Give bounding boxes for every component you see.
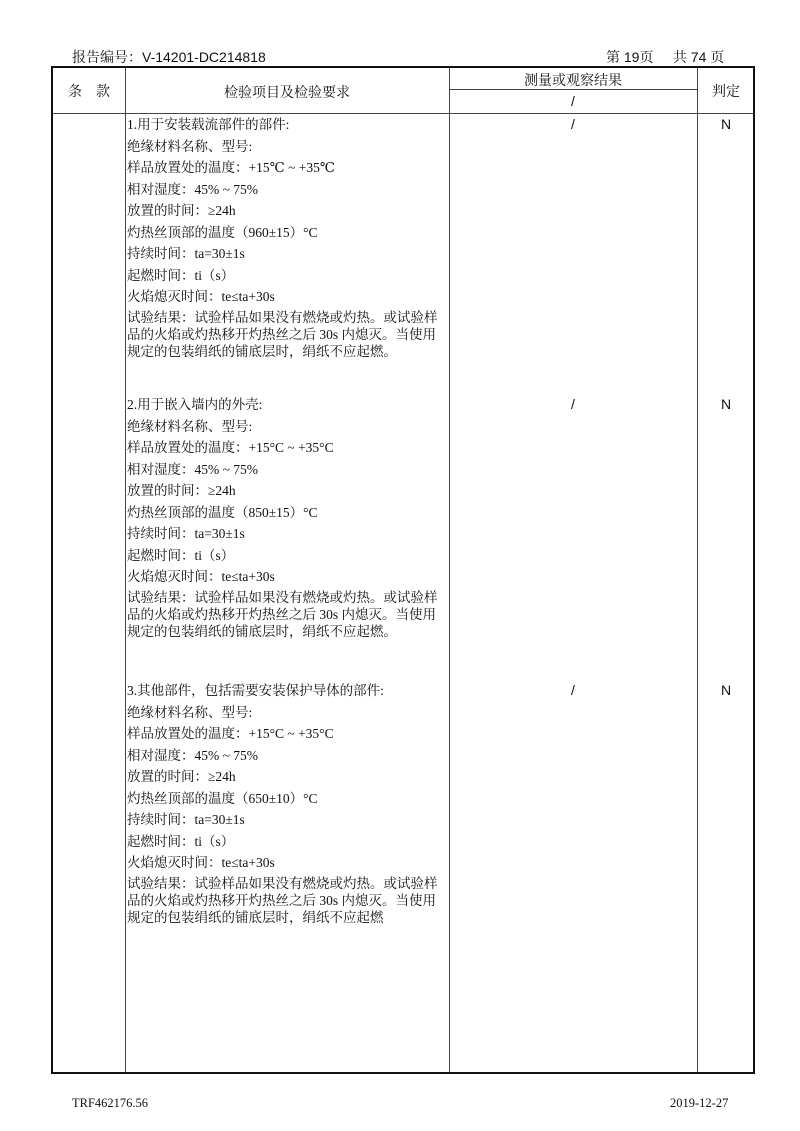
block-line: 样品放置处的温度：+15°C ~ +35°C bbox=[127, 440, 334, 455]
block-line: 持续时间：ta=30±1s bbox=[127, 812, 245, 827]
column-divider bbox=[449, 68, 450, 1072]
block-result-text: 试验结果：试验样品如果没有燃烧或灼热。或试验样品的火焰或灼热移开灼热丝之后 30s 内熄灭。当使用规定的包装绢纸的铺底层时，绢纸不应起燃。 bbox=[127, 589, 438, 639]
block-line: 火焰熄灭时间：te≤ta+30s bbox=[127, 289, 275, 304]
block-line: 起燃时间：ti（s） bbox=[127, 547, 235, 563]
measurement-value: / bbox=[571, 682, 575, 698]
block-title: 1.用于安装载流部件的部件: bbox=[127, 117, 290, 132]
inspection-table bbox=[51, 66, 755, 1074]
block-result-text: 试验结果：试验样品如果没有燃烧或灼热。或试验样品的火焰或灼热移开灼热丝之后 30s 内熄灭。当使用规定的包装绢纸的铺底层时，绢纸不应起燃。 bbox=[127, 309, 438, 359]
block-line: 相对湿度：45% ~ 75% bbox=[127, 461, 259, 477]
block-line: 放置的时间：≥24h bbox=[127, 483, 236, 498]
block-line: 样品放置处的温度：+15℃ ~ +35℃ bbox=[127, 160, 335, 175]
report-number: 报告编号：V-14201-DC214818 bbox=[72, 49, 266, 65]
block-line: 样品放置处的温度：+15°C ~ +35°C bbox=[127, 726, 334, 741]
block-title: 3.其他部件，包括需要安装保护导体的部件: bbox=[127, 683, 384, 698]
verdict-value: N bbox=[720, 116, 732, 132]
form-code: TRF462176.56 bbox=[72, 1096, 149, 1110]
block-line: 绝缘材料名称、型号: bbox=[127, 704, 253, 720]
block-line: 绝缘材料名称、型号: bbox=[127, 418, 253, 434]
block-line: 起燃时间：ti（s） bbox=[127, 833, 235, 849]
block-line: 相对湿度：45% ~ 75% bbox=[127, 181, 259, 197]
verdict-value: N bbox=[720, 682, 732, 698]
block-line: 放置的时间：≥24h bbox=[127, 769, 236, 784]
block-result-text: 试验结果：试验样品如果没有燃烧或灼热。或试验样品的火焰或灼热移开灼热丝之后 30s 内熄灭。当使用规定的包装绢纸的铺底层时，绢纸不应起燃 bbox=[127, 875, 438, 925]
page-info: 第 19页 共 74 页 bbox=[606, 49, 725, 65]
header-measurement-sub: / bbox=[571, 93, 575, 109]
block-line: 持续时间：ta=30±1s bbox=[127, 246, 245, 261]
measurement-value: / bbox=[571, 396, 575, 412]
block-line: 相对湿度：45% ~ 75% bbox=[127, 747, 259, 763]
header-verdict: 判定 bbox=[712, 83, 740, 99]
block-line: 放置的时间：≥24h bbox=[127, 203, 236, 218]
column-divider bbox=[697, 68, 698, 1072]
verdict-value: N bbox=[720, 396, 732, 412]
block-line: 火焰熄灭时间：te≤ta+30s bbox=[127, 855, 275, 870]
block-line: 灼热丝顶部的温度（850±15）°C bbox=[127, 504, 318, 520]
block-title: 2.用于嵌入墙内的外壳: bbox=[127, 397, 263, 412]
block-line: 火焰熄灭时间：te≤ta+30s bbox=[127, 569, 275, 584]
header-measurement: 测量或观察结果 bbox=[524, 72, 622, 88]
header-item: 检验项目及检验要求 bbox=[224, 84, 350, 100]
block-line: 灼热丝顶部的温度（960±15）°C bbox=[127, 224, 318, 240]
test-block-3 bbox=[127, 680, 447, 926]
block-line: 灼热丝顶部的温度（650±10）°C bbox=[127, 790, 318, 806]
measurement-value: / bbox=[571, 116, 575, 132]
test-block-2 bbox=[127, 394, 447, 640]
block-line: 绝缘材料名称、型号: bbox=[127, 138, 253, 154]
block-line: 起燃时间：ti（s） bbox=[127, 267, 235, 283]
column-divider bbox=[125, 68, 126, 1072]
footer-date: 2019-12-27 bbox=[670, 1096, 729, 1110]
block-line: 持续时间：ta=30±1s bbox=[127, 526, 245, 541]
test-block-1 bbox=[127, 114, 447, 360]
header-clause: 条 款 bbox=[68, 83, 110, 99]
